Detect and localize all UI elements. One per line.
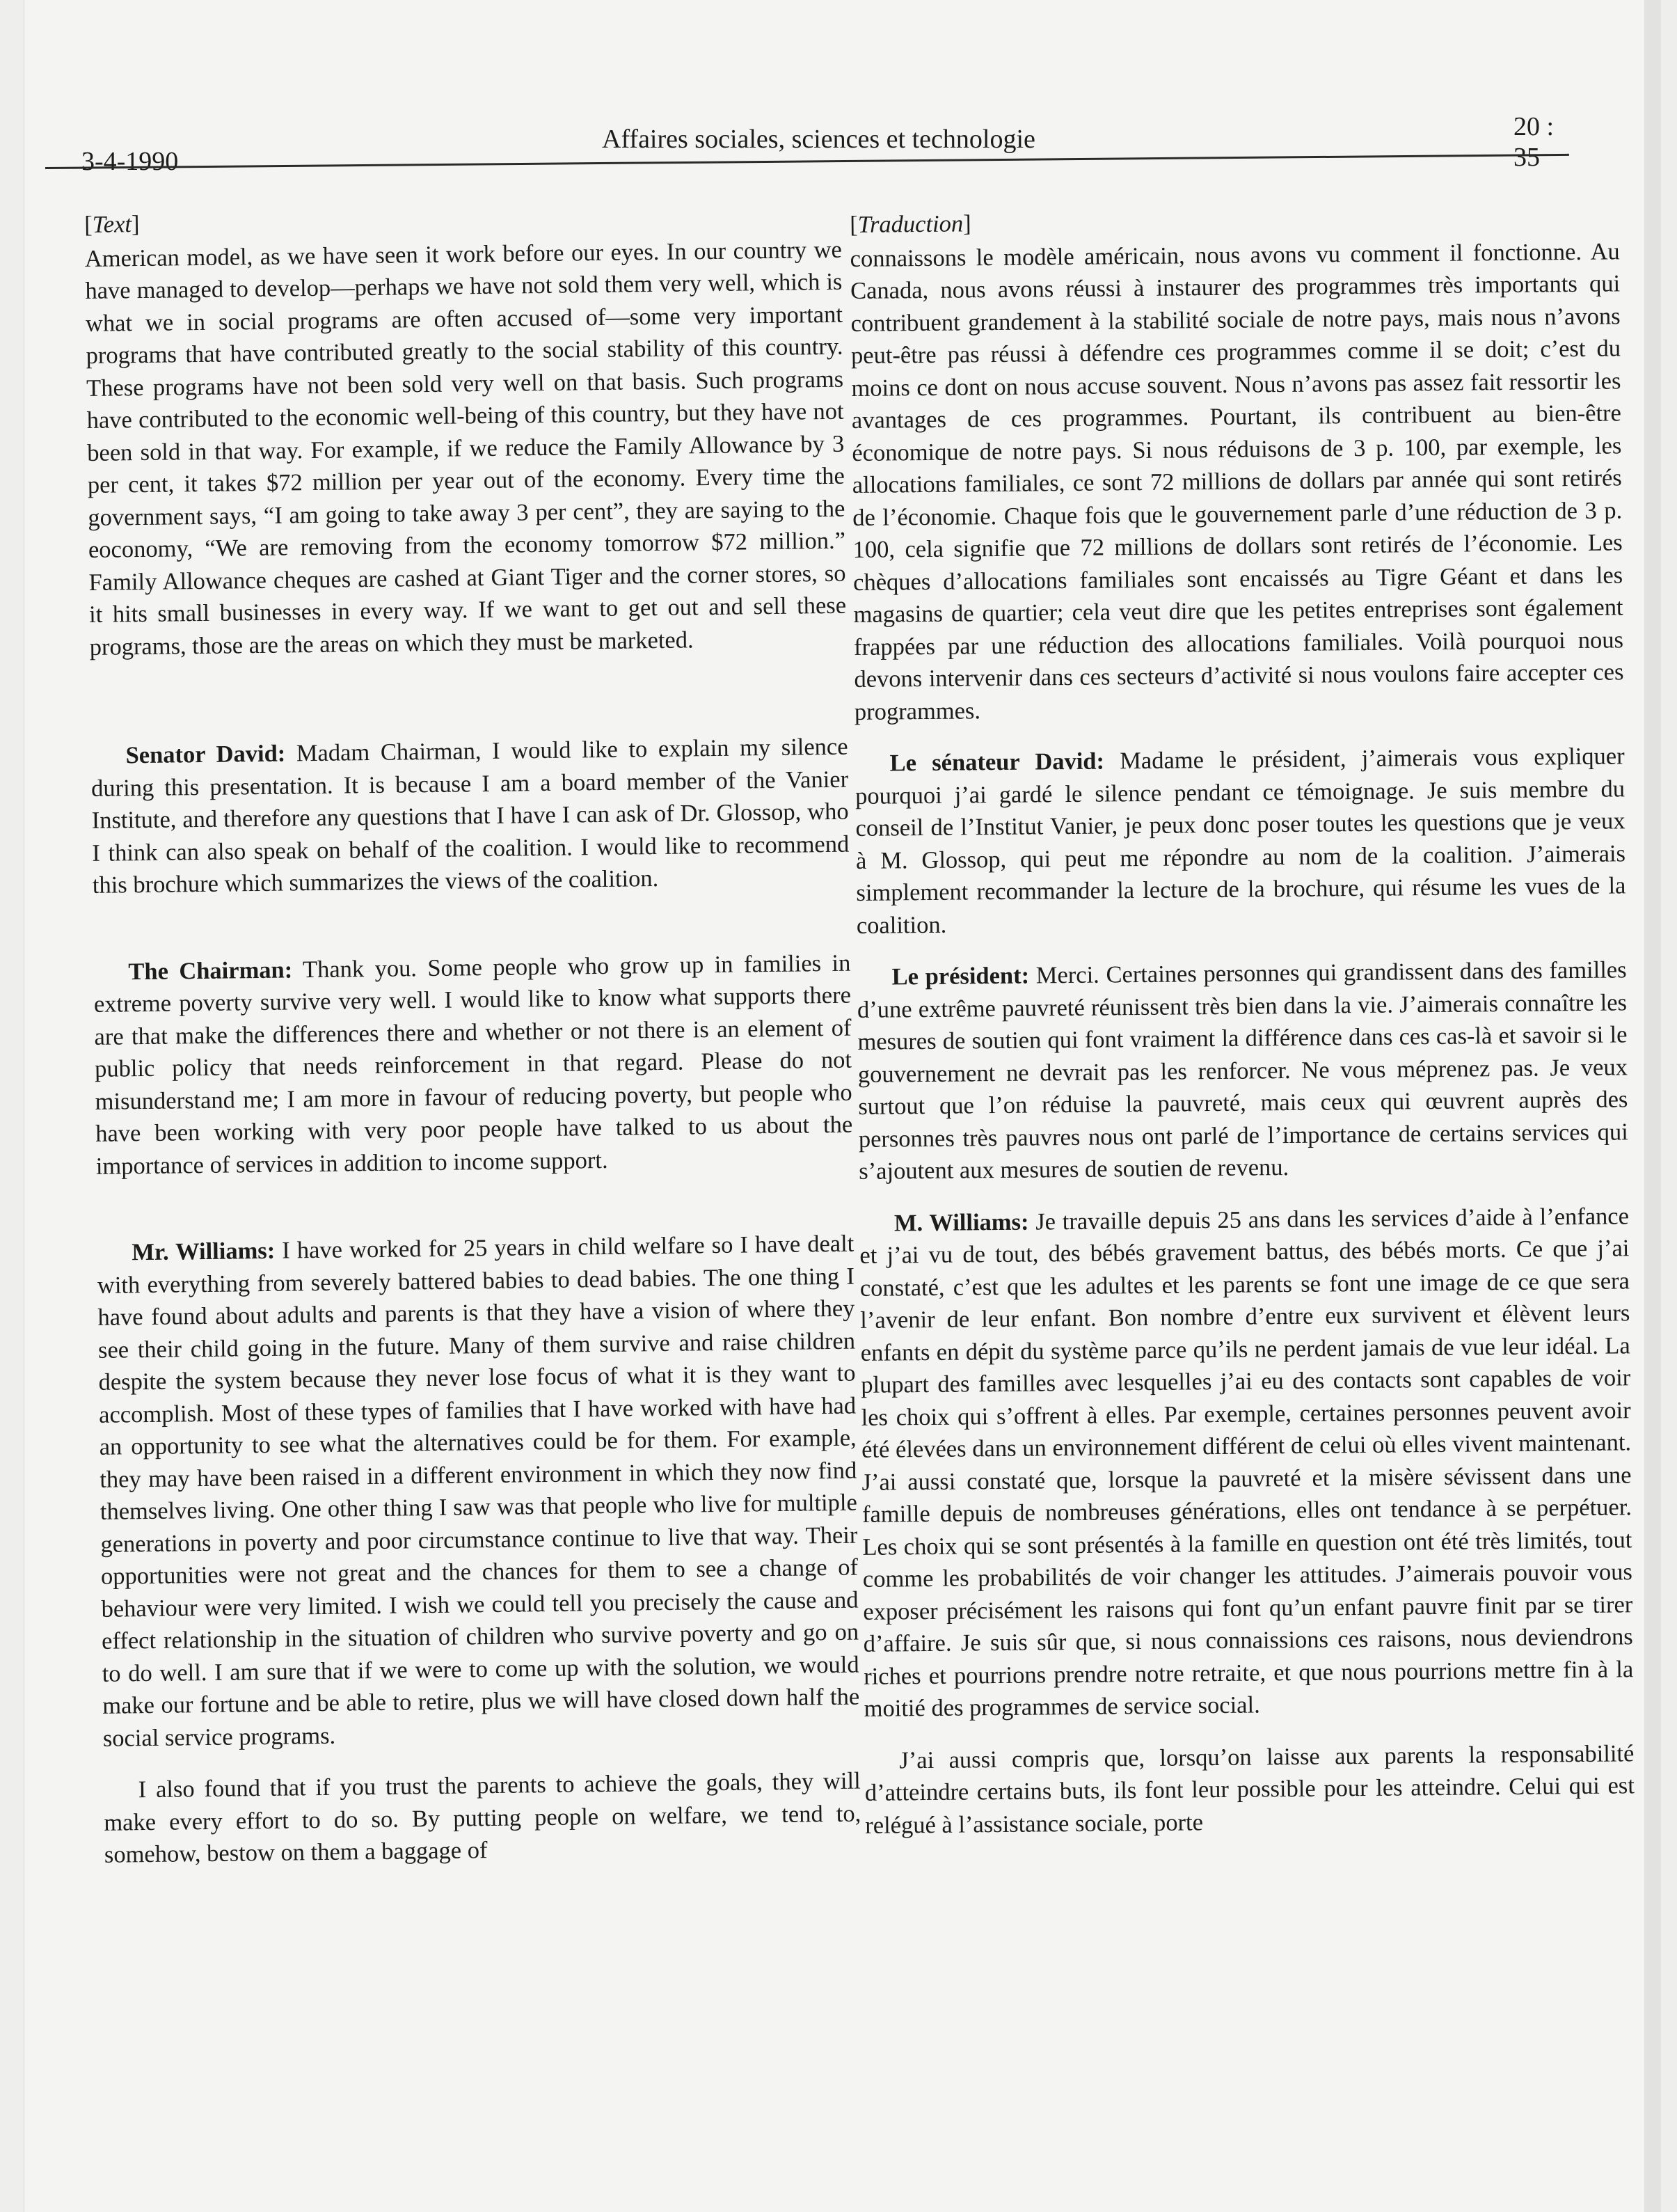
header-date: 3-4-1990 — [81, 147, 179, 176]
page-header — [59, 104, 1576, 174]
paragraph: Le président: Merci. Certaines personnes qui grandissent dans des familles d’une extrême pauvreté réunissent très bien dans la vie. J’aimerais connaître les mesures de soutien qui font vraiment la différence dans ces cas-là et savoir si le gouvernement ne devrait pas les renforcer. Ne vous méprenez pas. Je veux surtout que l’on réduise la pauvreté, mais ceux qui œuvrent auprès des personnes très pauvres nous ont parlé de l’importance de certains services qui s’ajoutent aux mesures de soutien de revenu. — [857, 956, 1628, 1185]
speaker-name: Senator David: — [125, 740, 286, 769]
speaker-name: Mr. Williams: — [132, 1237, 276, 1266]
speaker-name: The Chairman: — [128, 956, 293, 985]
document-page — [24, 0, 1661, 2212]
header-title: Affaires sociales, sciences et technologie — [602, 125, 1035, 154]
english-column — [84, 200, 861, 1872]
paragraph: J’ai aussi compris que, lorsqu’on laisse aux parents la responsabilité d’atteindre certains buts, ils font leur possible pour les atteindre. Celui qui est relégué à l’assistance sociale, porte — [864, 1739, 1635, 1839]
paragraph: connaissons le modèle américain, nous avons vu comment il fonctionne. Au Canada, nous avons réussi à instaurer des programmes très importants qui contribuent grandement à la stabilité sociale de notre pays, mais nous n’avons peut-être pas réussi à défendre ces programmes comme il se doit; c’est du moins ce dont on nous accuse souvent. Nous n’avons pas assez fait ressortir les avantages de ces programmes. Pourtant, ils contribuent au bien-être économique de notre pays. Si nous réduisons de 3 p. 100, par exemple, les allocations familiales, ce sont 72 millions de dollars par année qui sont retirés de l’économie. Chaque fois que le gouvernement parle d’une réduction de 3 p. 100, cela signifie que 72 millions de dollars sont retirés de l’économie. Les chèques d’allocations familiales sont encaissés au Tigre Géant et dans les magasins de quartier; cela veut dire que les petites entreprises sont également frappées par une réduction des allocations familiales. Voilà pourquoi nous devons intervenir dans ces secteurs d’activité si nous voulons faire accepter ces programmes. — [850, 237, 1624, 725]
paragraph: M. Williams: Je travaille depuis 25 ans dans les services d’aide à l’enfance et j’ai vu de tout, des bébés gravement battus, des bébés morts. Ce que j’ai constaté, c’est que les adultes et les parents se font une image de ce que sera l’avenir de leur enfant. Bon nombre d’entre eux survivent et élèvent leurs enfants en dépit du système parce qu’ils ne perdent jamais de vue leur idéal. La plupart des familles avec lesquelles j’ai eu des contacts sont capables de voir les choix qui s’offrent à elles. Par exemple, certaines personnes peuvent avoir été élevées dans un environnement différent de celui où elles vivent maintenant. J’ai aussi constaté que, lorsque la pauvreté et la misère sévissent dans une famille depuis de nombreuses générations, elles ont tendance à se perpétuer. Les choix qui se sont présentés à la famille en question ont été très limités, tout comme les probabilités de voir changer les attitudes. J’aimerais pouvoir vous exposer précisément les raisons qui font qu’un enfant pauvre finit par se tirer d’affaire. Je suis sûr que, si nous connaissions ces raisons, nous deviendrons riches et pourrions prendre notre retraite, et que nous pourrions mettre fin à la moitié des programmes de service social. — [859, 1202, 1634, 1722]
speaker-name: M. Williams: — [893, 1208, 1029, 1236]
speaker-name: Le président: — [891, 962, 1030, 990]
french-column — [850, 201, 1635, 1842]
header-page-number: 20 : 35 — [1513, 112, 1555, 172]
paragraph: The Chairman: Thank you. Some people who grow up in families in extreme poverty survive very well. I would like to know what supports there are that make the differences there and whether or not there is an element of public policy that needs reinforcement in that regard. Please do not misunderstand me; I am more in favour of reducing poverty, but people who have been working with very poor people have talked to us about the importance of services in addition to income support. — [93, 949, 853, 1180]
page-edge-shadow — [1644, 0, 1661, 2212]
paragraph: Mr. Williams: I have worked for 25 years in child welfare so I have dealt with everything from severely battered babies to dead babies. The one thing I have found about adults and parents is that they have a vision of where they see their child going in the future. Many of them survive and raise children despite the system because they never lose focus of what it is they want to accomplish. Most of these types of families that I have worked with have had an opportunity to see what the alternatives could be for them. For example, they may have been raised in a different environment in which they now find themselves living. One other thing I saw was that people who live for multiple generations in poverty and poor circumstance continue to live that way. Their opportunities were not great and the chances for them to see a change of behaviour were very limited. I wish we could tell you precisely the cause and effect relationship in the situation of children who survive poverty and go on to do well. I am sure that if we were to come up with the solution, we would make our fortune and be able to retire, plus we will have closed down half the social service programs. — [97, 1230, 860, 1752]
paragraph: Senator David: Madam Chairman, I would like to explain my silence during this presentation. It is because I am a board member of the Vanier Institute, and therefore any questions that I have I can ask of Dr. Glossop, who I think can also speak on behalf of the coalition. I would like to recommend this brochure which summarizes the views of the coalition. — [90, 733, 850, 899]
column-label-text: [Text] — [84, 211, 140, 238]
paragraph: Le sénateur David: Madame le président, j’aimerais vous expliquer pourquoi j’ai gardé le silence pendant ce témoignage. Je suis membre du conseil de l’Institut Vanier, je peux donc poser toutes les questions que je veux à M. Glossop, qui peut me répondre au nom de la coalition. J’aimerais simplement recommander la lecture de la brochure, qui résume les vues de la coalition. — [855, 743, 1626, 939]
paragraph: American model, as we have seen it work before our eyes. In our country we have managed to develop—perhaps we have not sold them very well, which is what we in social programs are often accused of—some very important programs that have contributed greatly to the social stability of this country. These programs have not been sold very well on that basis. Such programs have contributed to the economic well-being of this country, but they have not been sold in that way. For example, if we reduce the Family Allowance by 3 per cent, it takes $72 million per year out of the economy. Every time the government says, “I am going to take away 3 per cent”, they are saying to the eoconomy, “We are removing from the economy tomorrow $72 million.” Family Allowance cheques are cashed at Giant Tiger and the corner stores, so it hits small businesses in every way. If we want to get out and sell these programs, those are the areas on which they must be marketed. — [84, 236, 847, 661]
paragraph: I also found that if you trust the parents to achieve the goals, they will make every effort to do so. By putting people on welfare, we tend to, somehow, bestow on them a baggage of — [104, 1767, 861, 1868]
speaker-name: Le sénateur David: — [889, 748, 1105, 777]
column-label-traduction: [Traduction] — [850, 210, 971, 238]
